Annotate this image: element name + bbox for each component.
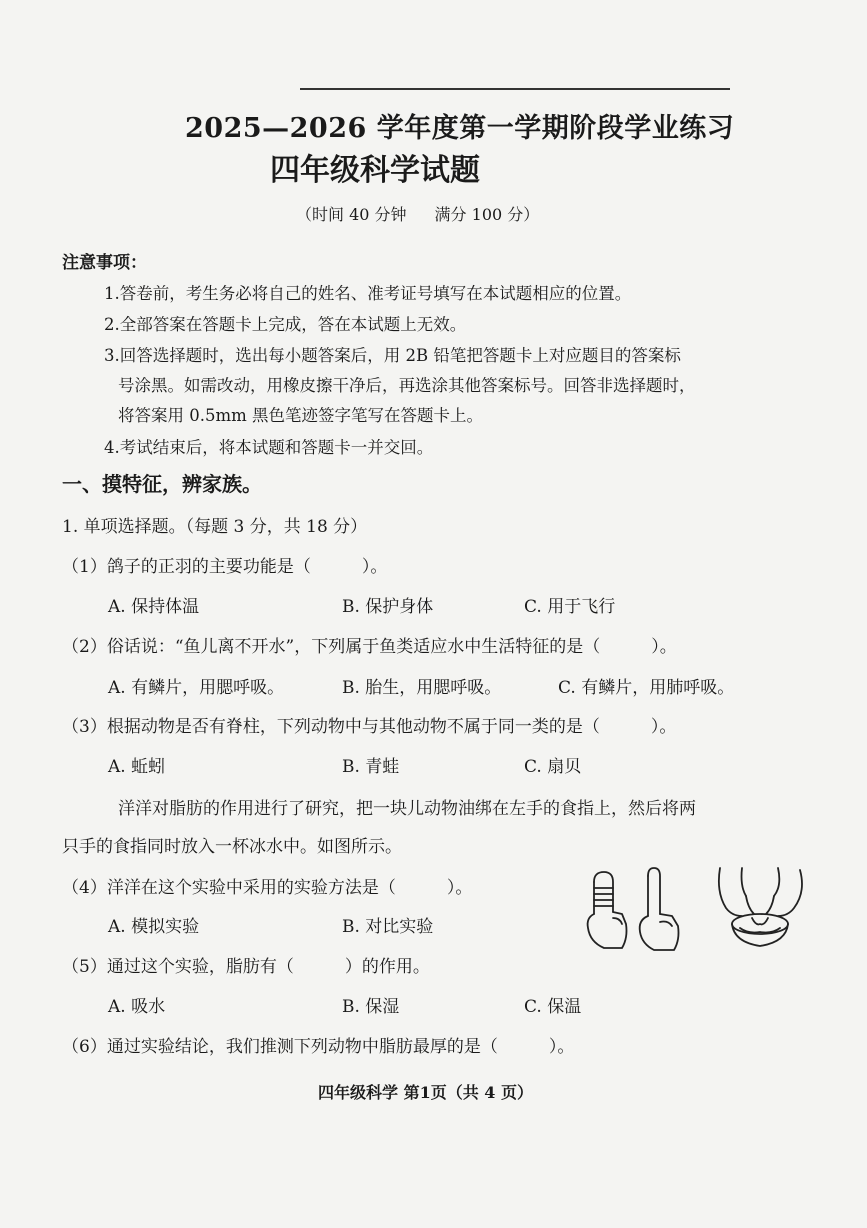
passage-line: 洋洋对脂肪的作用进行了研究，把一块儿动物油绑在左手的食指上，然后将两	[118, 799, 696, 819]
exam-time: （时间 40 分钟	[296, 205, 407, 224]
q5-option-c: C. 保温	[524, 997, 582, 1017]
passage-line: 只手的食指同时放入一杯冰水中。如图所示。	[62, 837, 402, 857]
question-2: （2）俗话说：“鱼儿离不开水”，下列属于鱼类适应水中生活特征的是（ ）。	[62, 637, 677, 657]
q1-option-a: A. 保持体温	[108, 597, 200, 617]
notice-item: 将答案用 0.5mm 黑色笔迹签字笔写在答题卡上。	[118, 406, 484, 425]
q2-option-a: A. 有鳞片，用腮呼吸。	[108, 678, 285, 698]
notice-item: 3.回答选择题时，选出每小题答案后，用 2B 铅笔把答题卡上对应题目的答案标	[104, 346, 681, 365]
q4-option-a: A. 模拟实验	[108, 917, 200, 937]
hands-fingers-icon	[582, 862, 692, 954]
notice-item: 4.考试结束后，将本试题和答题卡一并交回。	[104, 438, 434, 457]
exam-time-score	[296, 202, 539, 225]
q2-option-c: C. 有鳞片，用肺呼吸。	[558, 678, 735, 698]
hands-in-cup-icon	[712, 862, 808, 954]
q4-option-b: B. 对比实验	[342, 917, 434, 937]
q1-option-c: C. 用于飞行	[524, 597, 616, 617]
q3-option-c: C. 扇贝	[524, 757, 582, 777]
question-1: （1）鸽子的正羽的主要功能是（ ）。	[62, 557, 388, 577]
page-footer: 四年级科学 第1页（共 4 页）	[318, 1083, 533, 1102]
q1-option-b: B. 保护身体	[342, 597, 434, 617]
q5-option-b: B. 保湿	[342, 997, 400, 1017]
section-title: 一、摸特征，辨家族。	[62, 472, 262, 496]
q3-option-a: A. 蚯蚓	[108, 757, 166, 777]
notice-item: 2.全部答案在答题卡上完成，答在本试题上无效。	[104, 315, 467, 334]
question-5: （5）通过这个实验，脂肪有（ ）的作用。	[62, 957, 430, 977]
q3-option-b: B. 青蛙	[342, 757, 400, 777]
header-rule	[300, 88, 730, 90]
notice-item: 号涂黑。如需改动，用橡皮擦干净后，再选涂其他答案标号。回答非选择题时，	[118, 376, 696, 395]
q2-option-b: B. 胎生，用腮呼吸。	[342, 678, 502, 698]
exam-title: 2025—2026 学年度第一学期阶段学业练习	[185, 113, 735, 144]
question-4: （4）洋洋在这个实验中采用的实验方法是（ ）。	[62, 878, 473, 898]
part-title: 1. 单项选择题。（每题 3 分，共 18 分）	[62, 517, 368, 537]
exam-score: 满分 100 分）	[434, 205, 540, 224]
question-3: （3）根据动物是否有脊柱，下列动物中与其他动物不属于同一类的是（ ）。	[62, 717, 677, 737]
notice-item: 1.答卷前，考生务必将自己的姓名、准考证号填写在本试题相应的位置。	[104, 284, 632, 303]
question-6: （6）通过实验结论，我们推测下列动物中脂肪最厚的是（ ）。	[62, 1037, 575, 1057]
notice-heading: 注意事项：	[62, 253, 147, 273]
q5-option-a: A. 吸水	[108, 997, 166, 1017]
exam-subject-title: 四年级科学试题	[270, 153, 480, 188]
